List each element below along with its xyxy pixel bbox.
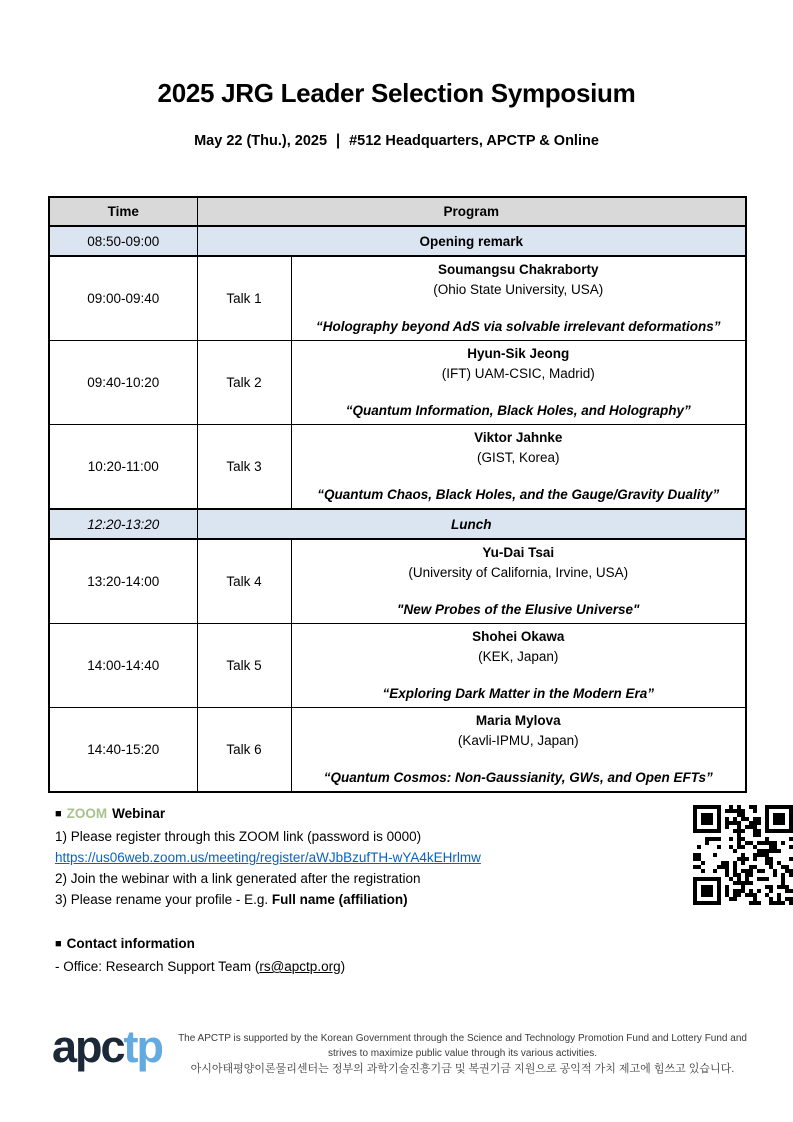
speaker-name: Maria Mylova xyxy=(475,713,561,728)
talk-description-cell xyxy=(291,708,746,793)
talk-number: Talk 1 xyxy=(197,256,291,341)
talk-title: “Quantum Information, Black Holes, and Holography” xyxy=(345,403,691,418)
square-bullet-icon: ■ xyxy=(55,808,62,820)
column-header-time: Time xyxy=(49,197,197,226)
zoom-registration-qr-code xyxy=(693,805,793,905)
square-bullet-icon: ■ xyxy=(55,938,62,950)
talk-title: “Holography beyond AdS via solvable irrelevant deformations” xyxy=(315,319,721,334)
subtitle-venue: #512 Headquarters, APCTP & Online xyxy=(349,133,599,149)
zoom-webinar-section xyxy=(55,803,793,910)
talk-number: Talk 6 xyxy=(197,708,291,793)
speaker-affiliation: (University of California, Irvine, USA) xyxy=(408,564,629,580)
speaker-name: Hyun-Sik Jeong xyxy=(467,346,570,361)
apctp-logo-dark-part: apc xyxy=(52,1021,124,1072)
talk-description-cell xyxy=(291,425,746,510)
column-header-program: Program xyxy=(197,197,746,226)
talk-description-cell xyxy=(291,341,746,425)
footer xyxy=(0,1022,793,1079)
zoom-instruction-1: 1) Please register through this ZOOM link (password is 0000) xyxy=(55,829,422,844)
zoom-instruction-3-bold: Full name (affiliation) xyxy=(271,892,408,907)
zoom-instruction-3 xyxy=(55,889,793,910)
talk-title: “Quantum Cosmos: Non-Gaussianity, GWs, and Open EFTs” xyxy=(323,770,713,785)
talk-title: “Exploring Dark Matter in the Modern Era” xyxy=(382,686,655,701)
talk-row xyxy=(49,708,746,793)
talk-time: 14:00-14:40 xyxy=(49,624,197,708)
talk-description-cell xyxy=(291,539,746,624)
zoom-webinar-heading xyxy=(55,803,793,826)
talk-description-cell xyxy=(291,256,746,341)
page-title: 2025 JRG Leader Selection Symposium xyxy=(157,78,636,108)
speaker-affiliation: (GIST, Korea) xyxy=(476,449,560,465)
session-label: Lunch xyxy=(197,509,746,539)
subtitle-date: May 22 (Thu.), 2025 xyxy=(194,133,328,149)
talk-time: 09:40-10:20 xyxy=(49,341,197,425)
zoom-heading-rest: Webinar xyxy=(112,806,166,821)
footer-line-2: strives to maximize public value through its various activities. xyxy=(328,1048,598,1059)
speaker-affiliation: (KEK, Japan) xyxy=(478,648,559,664)
speaker-name: Yu-Dai Tsai xyxy=(482,545,555,560)
session-time: 08:50-09:00 xyxy=(49,226,197,256)
session-label: Opening remark xyxy=(197,226,746,256)
footer-line-korean: 아시아태평양이론물리센터는 정부의 과학기술진흥기금 및 복권기금 지원으로 공익적 가치 제고에 힘쓰고 있습니다. xyxy=(190,1063,735,1075)
program-table xyxy=(48,196,747,793)
zoom-registration-link[interactable]: https://us06web.zoom.us/meeting/register/aWJbBzufTH-wYA4kEHrlmw xyxy=(55,850,481,865)
speaker-affiliation: (Ohio State University, USA) xyxy=(433,281,604,297)
contact-office-line xyxy=(55,956,793,977)
talk-row xyxy=(49,624,746,708)
speaker-name: Soumangsu Chakraborty xyxy=(437,262,599,277)
zoom-instruction-3-text: 3) Please rename your profile - E.g. xyxy=(55,892,272,907)
talk-row xyxy=(49,425,746,510)
talk-row xyxy=(49,539,746,624)
session-row xyxy=(49,509,746,539)
contact-email-link[interactable]: rs@apctp.org xyxy=(259,959,341,974)
apctp-logo xyxy=(52,1022,162,1072)
contact-section xyxy=(55,933,793,977)
zoom-instruction-2: 2) Join the webinar with a link generated after the registration xyxy=(55,871,421,886)
session-row xyxy=(49,226,746,256)
talk-number: Talk 2 xyxy=(197,341,291,425)
talk-time: 10:20-11:00 xyxy=(49,425,197,510)
talk-row xyxy=(49,256,746,341)
talk-number: Talk 3 xyxy=(197,425,291,510)
session-time: 12:20-13:20 xyxy=(49,509,197,539)
speaker-affiliation: (Kavli-IPMU, Japan) xyxy=(457,732,579,748)
page-subtitle xyxy=(0,133,793,149)
subtitle-separator: | xyxy=(336,132,341,150)
speaker-name: Shohei Okawa xyxy=(472,629,565,644)
apctp-logo-light-part: tp xyxy=(123,1021,163,1072)
talk-number: Talk 4 xyxy=(197,539,291,624)
footer-support-statement xyxy=(162,1031,755,1079)
talk-title: “Quantum Chaos, Black Holes, and the Gauge/Gravity Duality” xyxy=(317,487,720,502)
contact-heading-text: Contact information xyxy=(66,936,195,951)
talk-row xyxy=(49,341,746,425)
talk-time: 14:40-15:20 xyxy=(49,708,197,793)
talk-time: 13:20-14:00 xyxy=(49,539,197,624)
table-header-row xyxy=(49,197,746,226)
talk-title: "New Probes of the Elusive Universe" xyxy=(397,602,640,617)
contact-office-suffix: ) xyxy=(340,959,346,974)
talk-time: 09:00-09:40 xyxy=(49,256,197,341)
talk-number: Talk 5 xyxy=(197,624,291,708)
contact-heading xyxy=(55,933,793,956)
contact-office-text: - Office: Research Support Team ( xyxy=(55,959,260,974)
footer-line-1: The APCTP is supported by the Korean Government through the Science and Technology Promotion Fund and Lottery Fund and xyxy=(178,1033,747,1044)
speaker-name: Viktor Jahnke xyxy=(474,430,563,445)
zoom-brand-word: ZOOM xyxy=(66,806,108,821)
speaker-affiliation: (IFT) UAM-CSIC, Madrid) xyxy=(441,365,595,381)
talk-description-cell xyxy=(291,624,746,708)
